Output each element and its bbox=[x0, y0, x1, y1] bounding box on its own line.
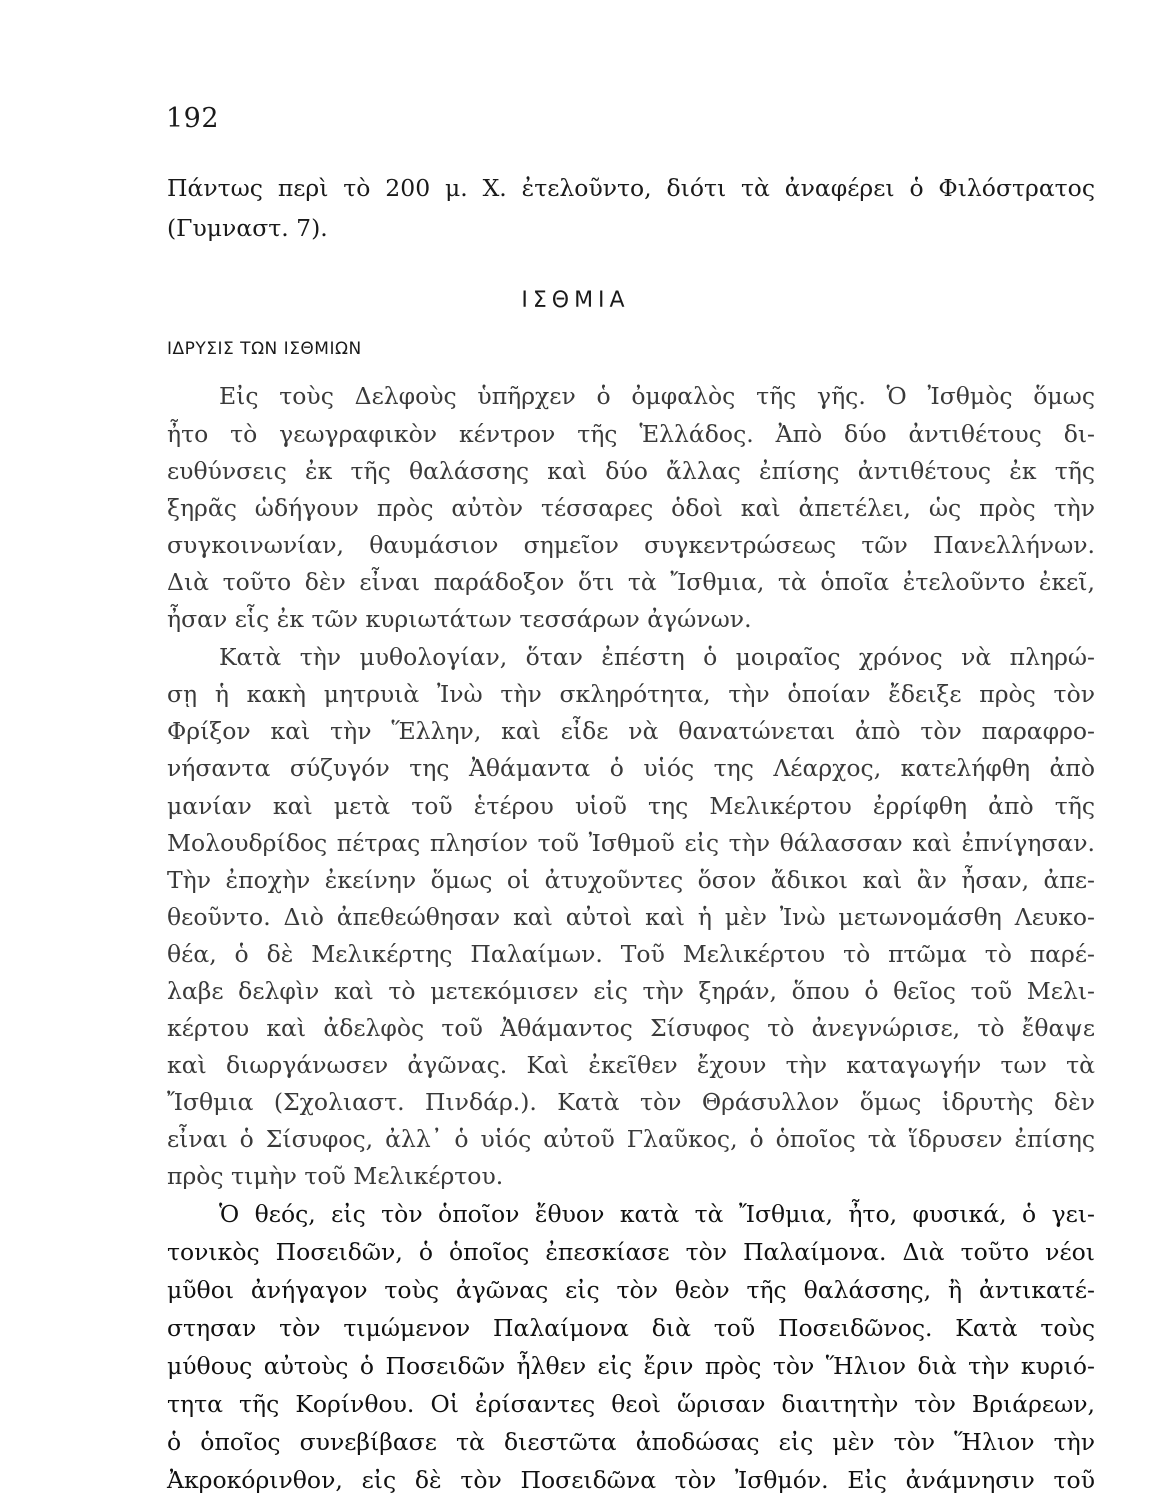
text-line: Φρίξον καὶ τὴν Ἕλλην, καὶ εἶδε νὰ θανατώνεται ἀπὸ τὸν παραφρο- bbox=[167, 717, 1095, 745]
text-line: πρὸς τιμὴν τοῦ Μελικέρτου. bbox=[167, 1162, 504, 1190]
text-line: Κατὰ τὴν μυθολογίαν, ὅταν ἐπέστη ὁ μοιραῖος χρόνος νὰ πληρώ- bbox=[219, 643, 1095, 671]
text-line: ευθύνσεις ἐκ τῆς θαλάσσης καὶ δύο ἄλλας ἐπίσης ἀντιθέτους ἐκ τῆς bbox=[167, 457, 1095, 485]
text-line: μανίαν καὶ μετὰ τοῦ ἑτέρου υἱοῦ της Μελικέρτου ἐρρίφθη ἀπὸ τῆς bbox=[167, 792, 1095, 820]
text-line: σῃ ἡ κακὴ μητρυιὰ Ἰνὼ τὴν σκληρότητα, τὴν ὁποίαν ἔδειξε πρὸς τὸν bbox=[167, 680, 1095, 708]
text-line: μύθους αὐτοὺς ὁ Ποσειδῶν ἦλθεν εἰς ἔριν πρὸς τὸν Ἥλιον διὰ τὴν κυριό- bbox=[167, 1352, 1095, 1380]
text-line: Μολουδρίδος πέτρας πλησίον τοῦ Ἰσθμοῦ εἰς τὴν θάλασσαν καὶ ἐπνίγησαν. bbox=[167, 829, 1095, 857]
text-line: καὶ διωργάνωσεν ἀγῶνας. Καὶ ἐκεῖθεν ἔχουν τὴν καταγωγήν των τὰ bbox=[167, 1051, 1095, 1079]
text-line: μῦθοι ἀνήγαγον τοὺς ἀγῶνας εἰς τὸν θεὸν τῆς θαλάσσης, ἢ ἀντικατέ- bbox=[167, 1276, 1095, 1304]
text-line: Εἰς τοὺς Δελφοὺς ὑπῆρχεν ὁ ὀμφαλὸς τῆς γῆς. Ὁ Ἰσθμὸς ὅμως bbox=[219, 382, 1095, 410]
text-line: (Γυμναστ. 7). bbox=[167, 214, 328, 242]
text-line: Πάντως περὶ τὸ 200 μ. Χ. ἐτελοῦντο, διότι τὰ ἀναφέρει ὁ Φιλόστρατος bbox=[167, 174, 1095, 202]
text-line: τητα τῆς Κορίνθου. Οἱ ἐρίσαντες θεοὶ ὥρισαν διαιτητὴν τὸν Βριάρεων, bbox=[167, 1390, 1095, 1418]
text-line: τονικὸς Ποσειδῶν, ὁ ὁποῖος ἐπεσκίασε τὸν Παλαίμονα. Διὰ τοῦτο νέοι bbox=[167, 1238, 1095, 1266]
text-line: κέρτου καὶ ἀδελφὸς τοῦ Ἀθάμαντος Σίσυφος τὸ ἀνεγνώρισε, τὸ ἔθαψε bbox=[167, 1014, 1095, 1042]
text-line: Διὰ τοῦτο δὲν εἶναι παράδοξον ὅτι τὰ Ἴσθμια, τὰ ὁποῖα ἐτελοῦντο ἐκεῖ, bbox=[167, 568, 1095, 596]
text-line: συγκοινωνίαν, θαυμάσιον σημεῖον συγκεντρώσεως τῶν Πανελλήνων. bbox=[167, 531, 1095, 559]
text-line: ἦτο τὸ γεωγραφικὸν κέντρον τῆς Ἑλλάδος. Ἀπὸ δύο ἀντιθέτους δι- bbox=[167, 420, 1095, 448]
text-line: εἶναι ὁ Σίσυφος, ἀλλ᾽ ὁ υἱός αὐτοῦ Γλαῦκος, ὁ ὁποῖος τὰ ἵδρυσεν ἐπίσης bbox=[167, 1125, 1095, 1153]
text-line: ξηρᾶς ὡδήγουν πρὸς αὐτὸν τέσσαρες ὁδοὶ καὶ ἀπετέλει, ὡς πρὸς τὴν bbox=[167, 494, 1095, 522]
text-line: στησαν τὸν τιμώμενον Παλαίμονα διὰ τοῦ Ποσειδῶνος. Κατὰ τοὺς bbox=[167, 1314, 1095, 1342]
text-line: Ἴσθμια (Σχολιαστ. Πινδάρ.). Κατὰ τὸν Θράσυλλον ὅμως ἱδρυτὴς δὲν bbox=[167, 1088, 1095, 1116]
text-line: νήσαντα σύζυγόν της Ἀθάμαντα ὁ υἱός της Λέαρχος, κατελήφθη ἀπὸ bbox=[167, 754, 1095, 782]
text-line: λαβε δελφὶν καὶ τὸ μετεκόμισεν εἰς τὴν ξηράν, ὅπου ὁ θεῖος τοῦ Μελι- bbox=[167, 977, 1095, 1005]
section-title: ΙΣΘΜΙΑ bbox=[521, 288, 630, 313]
text-line: θεοῦντο. Διὸ ἀπεθεώθησαν καὶ αὐτοὶ καὶ ἡ μὲν Ἰνὼ μετωνομάσθη Λευκο- bbox=[167, 903, 1095, 931]
text-line: θέα, ὁ δὲ Μελικέρτης Παλαίμων. Τοῦ Μελικέρτου τὸ πτῶμα τὸ παρέ- bbox=[167, 940, 1095, 968]
text-line: ὁ ὁποῖος συνεβίβασε τὰ διεστῶτα ἀποδώσας εἰς μὲν τὸν Ἥλιον τὴν bbox=[167, 1428, 1095, 1456]
text-line: Τὴν ἐποχὴν ἐκείνην ὅμως οἱ ἀτυχοῦντες ὅσον ἄδικοι καὶ ἂν ἦσαν, ἀπε- bbox=[167, 866, 1095, 894]
subsection-title: ΙΔΡΥΣΙΣ ΤΩΝ ΙΣΘΜΙΩΝ bbox=[167, 339, 362, 359]
page-number: 192 bbox=[166, 103, 220, 134]
text-line: ἦσαν εἷς ἐκ τῶν κυριωτάτων τεσσάρων ἀγώνων. bbox=[167, 605, 752, 633]
text-line: Ἀκροκόρινθον, εἰς δὲ τὸν Ποσειδῶνα τὸν Ἰσθμόν. Εἰς ἀνάμνησιν τοῦ bbox=[167, 1466, 1095, 1494]
text-line: Ὁ θεός, εἰς τὸν ὁποῖον ἔθυον κατὰ τὰ Ἴσθμια, ἦτο, φυσικά, ὁ γει- bbox=[219, 1200, 1095, 1228]
